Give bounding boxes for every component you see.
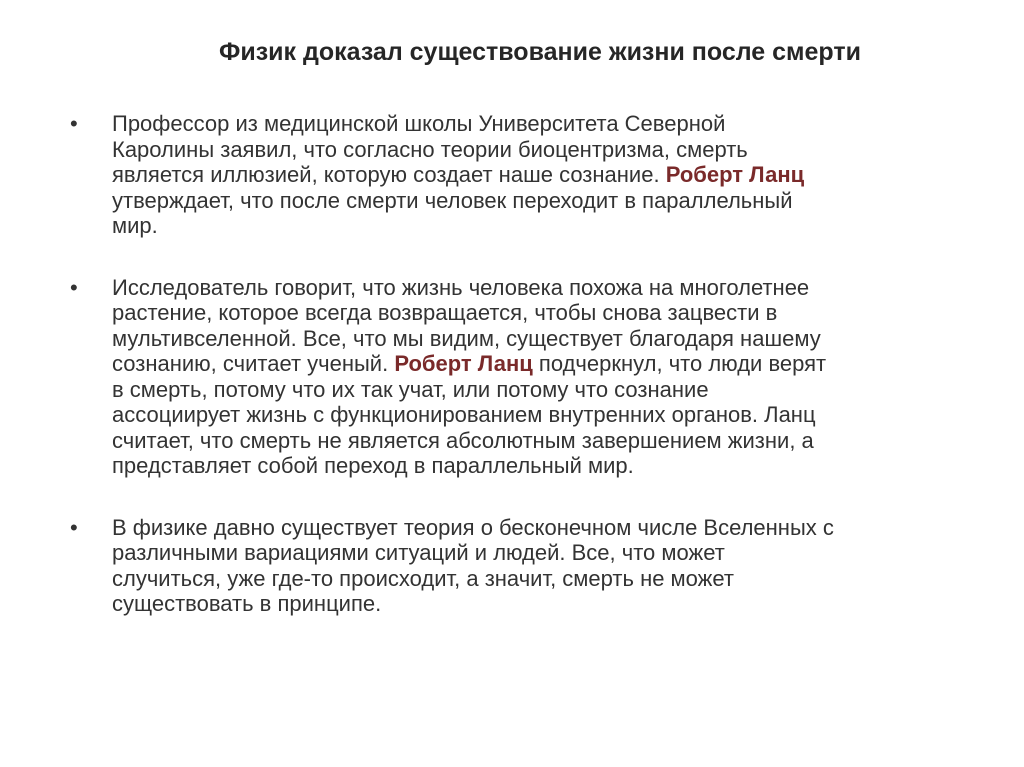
- text-line: Профессор из медицинской школы Университета Северной: [112, 111, 726, 136]
- highlighted-name: Роберт Ланц: [394, 351, 533, 376]
- text-line: Каролины заявил, что согласно теории биоцентризма, смерть: [112, 136, 748, 162]
- text-segment: является иллюзией, которую создает наше сознание.: [112, 162, 660, 187]
- bullet-text: [112, 275, 970, 479]
- text-line: различными вариациями ситуаций и людей. Все, что может: [112, 540, 725, 565]
- text-line: случиться, уже где-то происходит, а значит, смерть не может: [112, 565, 734, 591]
- text-line: [112, 162, 970, 188]
- text-line: ассоциирует жизнь с функционированием внутренних органов. Ланц: [112, 402, 816, 427]
- bullet-item-3: [70, 515, 970, 617]
- bullet-item-1: [70, 111, 970, 239]
- text-line: [112, 351, 970, 377]
- text-line: считает, что смерть не является абсолютным завершением жизни, а: [112, 427, 814, 453]
- bullet-text: [112, 111, 970, 239]
- text-line: В физике давно существует теория о бесконечном числе Вселенных с: [112, 514, 834, 540]
- text-line: утверждает, что после смерти человек переходит в параллельный: [112, 187, 793, 213]
- bullet-item-2: [70, 275, 970, 479]
- highlighted-name: Роберт Ланц: [665, 162, 805, 187]
- text-line: представляет собой переход в параллельный мир.: [112, 453, 634, 478]
- text-line: мультивселенной. Все, что мы видим, существует благодаря нашему: [112, 325, 821, 351]
- bullet-list: [70, 111, 970, 617]
- bullet-text: [112, 515, 970, 617]
- bullet-icon: •: [70, 274, 78, 300]
- text-segment: сознанию, считает ученый.: [112, 351, 389, 376]
- text-line: растение, которое всегда возвращается, чтобы снова зацвести в: [112, 300, 778, 325]
- text-segment: подчеркнул, что люди верят: [538, 351, 827, 376]
- text-line: в смерть, потому что их так учат, или потому что сознание: [112, 376, 709, 402]
- slide-title: Физик доказал существование жизни после смерти: [219, 38, 861, 66]
- text-line: Исследователь говорит, что жизнь человека похожа на многолетнее: [112, 274, 810, 300]
- bullet-icon: •: [70, 514, 78, 540]
- bullet-icon: •: [70, 111, 78, 136]
- text-line: мир.: [112, 213, 158, 238]
- text-line: существовать в принципе.: [112, 591, 382, 616]
